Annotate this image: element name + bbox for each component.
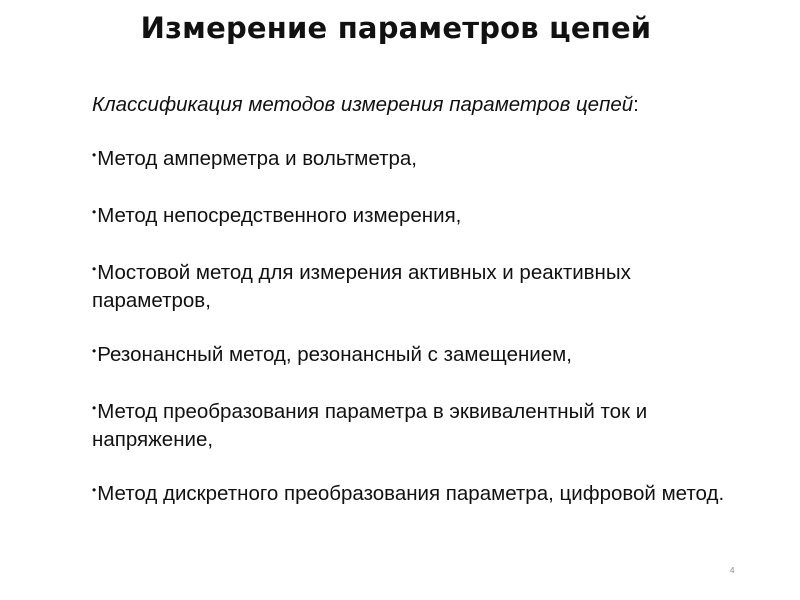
- list-item-text: Метод амперметра и вольтметра,: [97, 147, 417, 170]
- bullet-icon: •: [92, 148, 97, 162]
- slide-body: [92, 92, 732, 538]
- list-item-text: Метод непосредственного измерения,: [97, 204, 462, 227]
- list-item: [92, 399, 732, 452]
- list-item: [92, 203, 732, 231]
- list-item: [92, 146, 732, 174]
- bullet-icon: •: [92, 205, 97, 219]
- slide-title: Измерение параметров цепей: [140, 11, 652, 45]
- list-item: [92, 481, 732, 509]
- intro-heading: Классификация методов измерения параметров цепей: [92, 93, 634, 116]
- bullet-icon: •: [92, 401, 97, 415]
- bullet-icon: •: [92, 483, 97, 497]
- list-item: [92, 260, 732, 313]
- methods-list: [92, 146, 732, 509]
- page-number: 4: [730, 566, 735, 575]
- bullet-icon: •: [92, 344, 97, 358]
- list-item: [92, 342, 732, 370]
- bullet-icon: •: [92, 262, 97, 276]
- list-item-text: Метод преобразования параметра в эквивалентный ток и напряжение,: [92, 400, 648, 451]
- list-item-text: Резонансный метод, резонансный с замещением,: [97, 343, 572, 366]
- list-item-text: Метод дискретного преобразования параметра, цифровой метод.: [97, 482, 725, 505]
- list-item-text: Мостовой метод для измерения активных и реактивных параметров,: [92, 261, 631, 312]
- intro-colon: :: [633, 93, 639, 116]
- intro-line: [92, 92, 732, 118]
